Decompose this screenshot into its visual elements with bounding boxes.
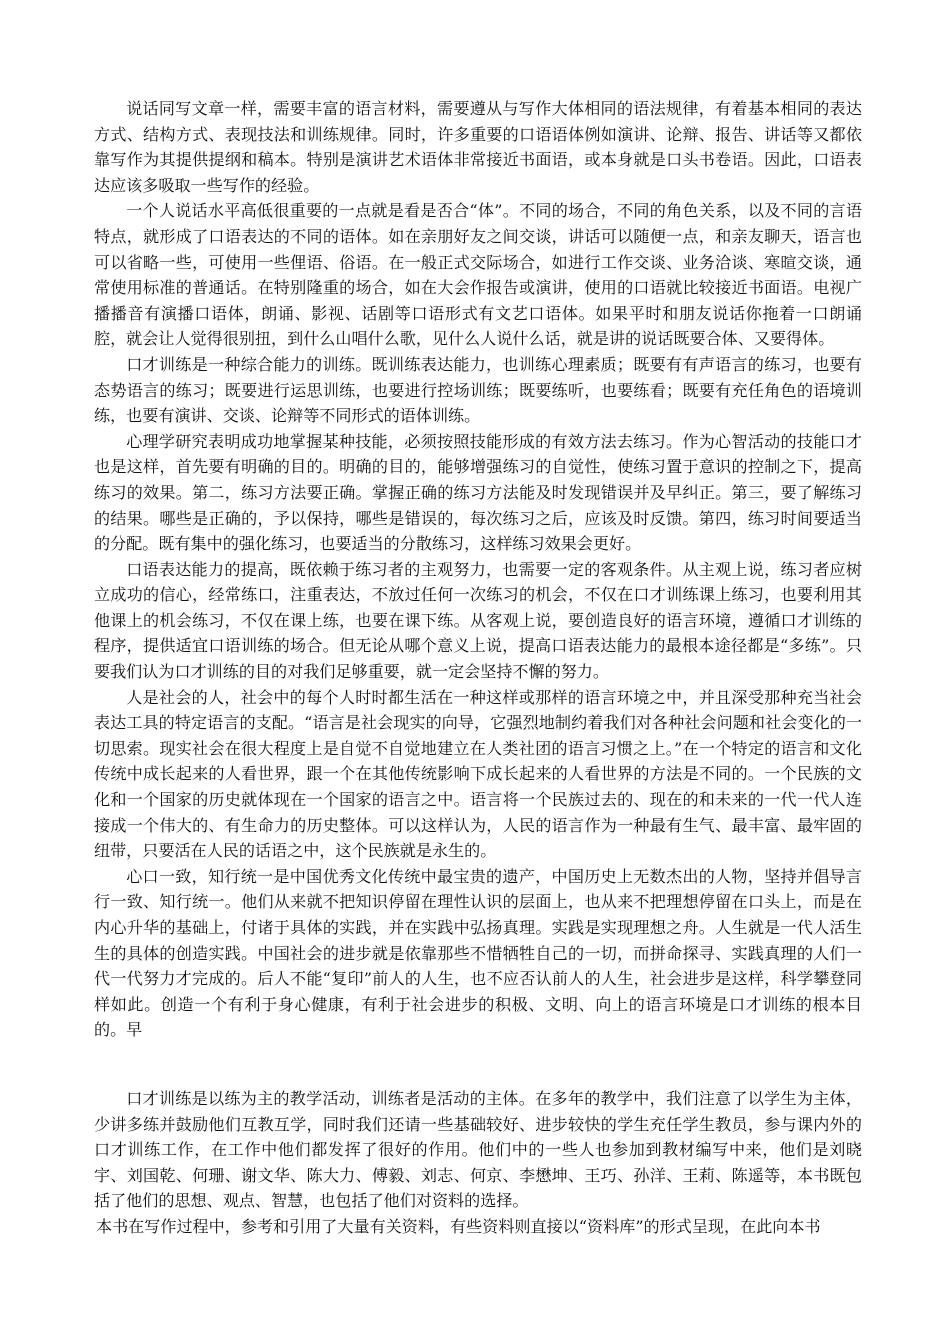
- paragraph-practice-method: 心理学研究表明成功地掌握某种技能，必须按照技能形成的有效方法去练习。作为心智活动的技能口才也是这样，首先要有明确的目的。明确的目的，能够增强练习的自觉性，使练习置于意识的控制之下，提高练习的效果。第二，练习方法要正确。掌握正确的练习方法能及时发现错误并及早纠正。第三，要了解练习的结果。哪些是正确的，予以保持，哪些是错误的，每次练习之后，应该及时反馈。第四，练习时间要适当的分配。既有集中的强化练习，也要适当的分散练习，这样练习效果会更好。: [94, 431, 862, 554]
- paragraph-acknowledgement: 本书在写作过程中，参考和引用了大量有关资料，有些资料则直接以“资料库”的形式呈现，在此向本书: [96, 1216, 821, 1236]
- document-page: [94, 96, 862, 1240]
- paragraph-writing-experience: 说话同写文章一样，需要丰富的语言材料，需要遵从与写作大体相同的语法规律，有着基本相同的表达方式、结构方式、表现技法和训练规律。同时，许多重要的口语语体例如演讲、论辩、报告、讲话等又都依靠写作为其提供提纲和稿本。特别是演讲艺术语体非常接近书面语，或本身就是口头书卷语。因此，口语表达应该多吸取一些写作的经验。: [94, 99, 862, 195]
- paragraph-comprehensive-training: 口才训练是一种综合能力的训练。既训练表达能力，也训练心理素质；既要有有声语言的练习，也要有态势语言的练习；既要进行运思训练，也要进行控场训练；既要练听，也要练看；既要有充任角色的语境训练，也要有演讲、交谈、论辩等不同形式的语体训练。: [94, 354, 862, 426]
- paragraph-unity-knowledge-action: 心口一致，知行统一是中国优秀文化传统中最宝贵的遗产，中国历史上无数杰出的人物，坚持并倡导言行一致、知行统一。他们从来就不把知识停留在理性认识的层面上，也从来不把理想停留在口头上，而是在内心升华的基础上，付诸于具体的实践，并在实践中弘扬真理。实践是实现理想之舟。人生就是一代人活生生的具体的创造实践。中国社会的进步就是依靠那些不惜牺牲自己的一切，而拼命探寻、实践真理的人们一代一代努力才完成的。后人不能“复印”前人的人生，也不应否认前人的人生，社会进步是这样，科学攀登同样如此。创造一个有利于身心健康，有利于社会进步的积极、文明、向上的语言环境是口才训练的根本目的。早: [94, 866, 862, 1040]
- paragraph-gap: [94, 1043, 862, 1086]
- paragraph-practice-more: 口语表达能力的提高，既依赖于练习者的主观努力，也需要一定的客观条件。从主观上说，练习者应树立成功的信心，经常练口，注重表达，不放过任何一次练习的机会，不仅在口才训练课上练习，也要利用其他课上的机会练习，不仅在课上练，也要在课下练。从客观上说，要创造良好的语言环境，遵循口才训练的程序，提供适宜口语训练的场合。但无论从哪个意义上说，提高口语表达能力的最根本途径都是“多练”。只要我们认为口才训练的目的对我们足够重要，就一定会坚持不懈的努力。: [94, 559, 862, 682]
- paragraph-register: 一个人说话水平高低很重要的一点就是看是否合“体”。不同的场合，不同的角色关系，以及不同的言语特点，就形成了口语表达的不同的语体。如在亲朋好友之间交谈，讲话可以随便一点，和亲友聊天，语言也可以省略一些，可使用一些俚语、俗语。在一般正式交际场合，如进行工作交谈、业务洽谈、寒暄交谈，通常使用标准的普通话。在特别隆重的场合，如在大会作报告或演讲，使用的口语就比较接近书面语。电视广播播音有演播口语体，朗诵、影视、话剧等口语形式有文艺口语体。如果平时和朋友说话你拖着一口朗诵腔，就会让人觉得很别扭，到什么山唱什么歌，见什么人说什么话，就是讲的说话既要合体、又要得体。: [94, 201, 862, 349]
- paragraph-language-society: 人是社会的人，社会中的每个人时时都生活在一种这样或那样的语言环境之中，并且深受那种充当社会表达工具的特定语言的支配。“语言是社会现实的向导，它强烈地制约着我们对各种社会问题和社会变化的一切思索。现实社会在很大程度上是自觉不自觉地建立在人类社团的语言习惯之上。”在一个特定的语言和文化传统中成长起来的人看世界，跟一个在其他传统影响下成长起来的人看世界的方法是不同的。一个民族的文化和一个国家的历史就体现在一个国家的语言之中。语言将一个民族过去的、现在的和未来的一代一代人连接成一个伟大的、有生命力的历史整体。可以这样认为，人民的语言作为一种最有生气、最丰富、最牢固的纽带，只要活在人民的话语之中，这个民族就是永生的。: [94, 687, 862, 861]
- paragraph-student-participation: 口才训练是以练为主的教学活动，训练者是活动的主体。在多年的教学中，我们注意了以学生为主体，少讲多练并鼓励他们互教互学，同时我们还请一些基础较好、进步较快的学生充任学生教员，参与课内外的口才训练工作，在工作中他们都发挥了很好的作用。他们中的一些人也参加到教材编写中来，他们是刘晓宇、刘国乾、何珊、谢文华、陈大力、傅毅、刘志、何京、李懋坤、王巧、孙洋、王莉、陈遥等，本书既包括了他们的思想、观点、智慧，也包括了他们对资料的选择。: [94, 1088, 862, 1211]
